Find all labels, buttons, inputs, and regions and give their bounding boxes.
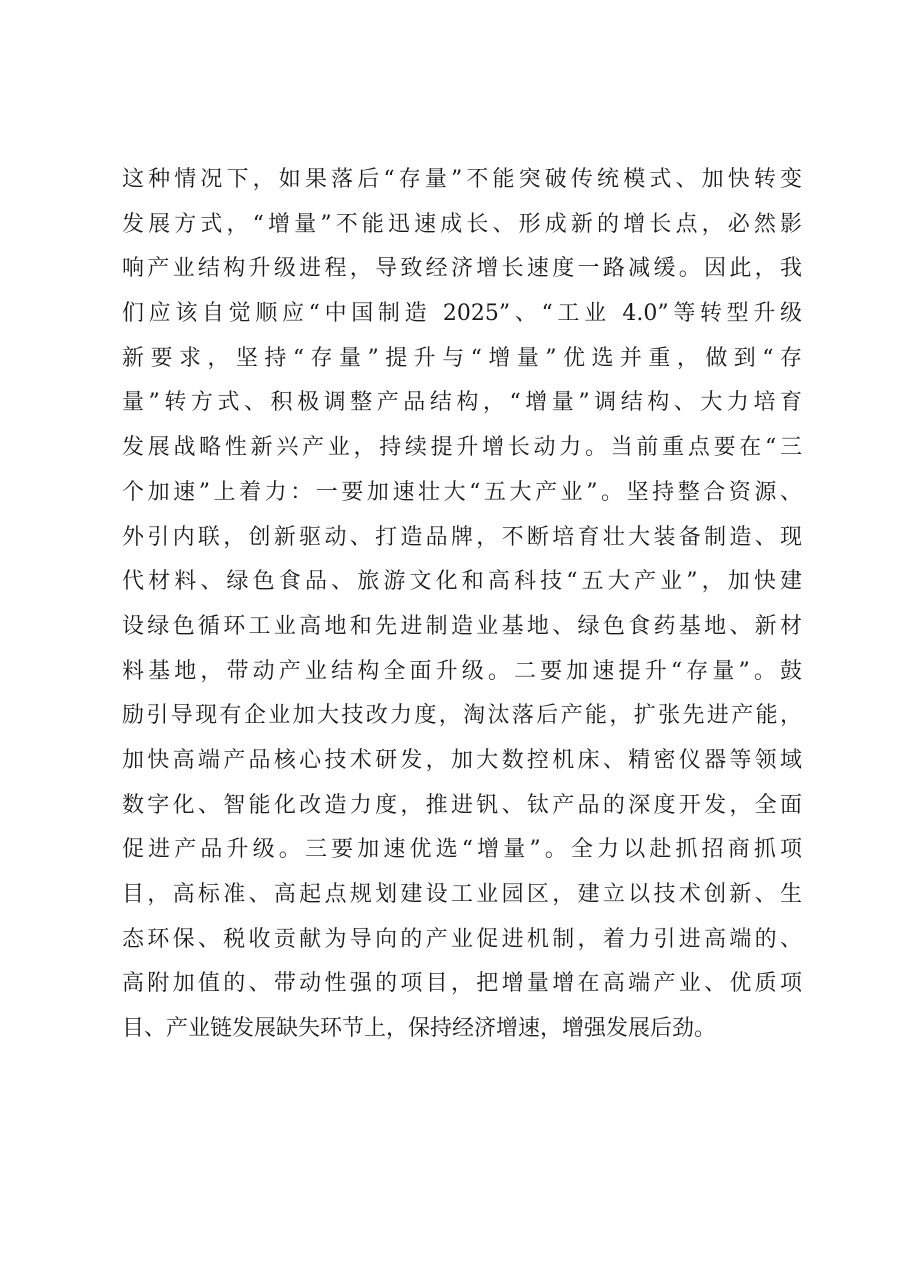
- paragraph-line-5: 新要求，坚持“存量”提升与“增量”优选并重，做到“存: [122, 345, 802, 371]
- paragraph-line-13: 励引导现有企业加大技改力度，淘汰落后产能，扩张先进产能，: [122, 703, 802, 729]
- paragraph-line-19: 高附加值的、带动性强的项目，把增量增在高端产业、优质项: [122, 971, 802, 997]
- body-paragraph: [122, 158, 802, 1052]
- paragraph-line-11: 设绿色循环工业高地和先进制造业基地、绿色食药基地、新材: [122, 613, 802, 639]
- paragraph-line-15: 数字化、智能化改造力度，推进钒、钛产品的深度开发，全面: [122, 792, 802, 818]
- paragraph-line-8: 个加速”上着力：一要加速壮大“五大产业”。坚持整合资源、: [122, 479, 802, 505]
- paragraph-line-17: 目，高标准、高起点规划建设工业园区，建立以技术创新、生: [122, 882, 802, 907]
- paragraph-line-14: 加快高端产品核心技术研发，加大数控机床、精密仪器等领域: [122, 747, 802, 773]
- paragraph-line-10: 代材料、绿色食品、旅游文化和高科技“五大产业”，加快建: [122, 569, 802, 595]
- paragraph-line-18: 态环保、税收贡献为导向的产业促进机制，着力引进高端的、: [122, 926, 802, 952]
- paragraph-line-9: 外引内联，创新驱动、打造品牌，不断培育壮大装备制造、现: [122, 524, 802, 550]
- paragraph-line-4: 们应该自觉顺应“中国制造 2025”、“工业 4.0”等转型升级: [122, 301, 802, 327]
- paragraph-line-3: 响产业结构升级进程，导致经济增长速度一路减缓。因此，我: [122, 256, 802, 282]
- paragraph-line-1: 这种情况下，如果落后“存量”不能突破传统模式、加快转变: [122, 167, 802, 192]
- paragraph-line-16: 促进产品升级。三要加速优选“增量”。全力以赴抓招商抓项: [122, 837, 802, 863]
- paragraph-line-7: 发展战略性新兴产业，持续提升增长动力。当前重点要在“三: [122, 435, 802, 461]
- paragraph-line-6: 量”转方式、积极调整产品结构，“增量”调结构、大力培育: [122, 390, 802, 416]
- paragraph-line-20: 目、产业链发展缺失环节上，保持经济增速，增强发展后劲。: [122, 1016, 717, 1042]
- paragraph-line-12: 料基地，带动产业结构全面升级。二要加速提升“存量”。鼓: [122, 658, 802, 684]
- paragraph-line-2: 发展方式，“增量”不能迅速成长、形成新的增长点，必然影: [122, 211, 802, 237]
